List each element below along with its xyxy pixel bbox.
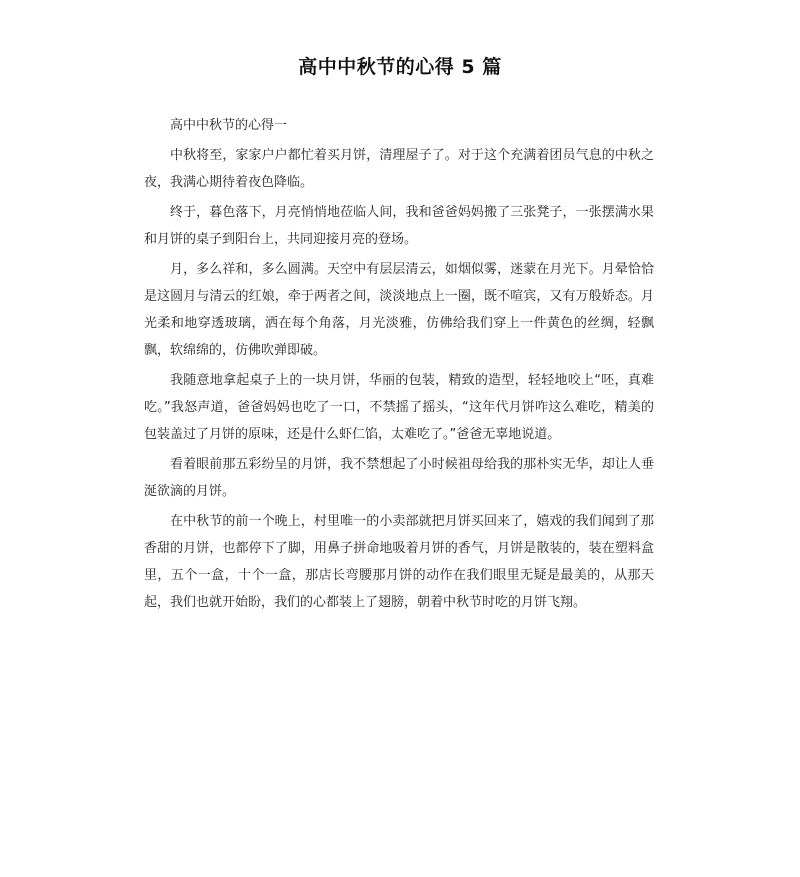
paragraph-4: 我随意地拿起桌子上的一块月饼，华丽的包装，精致的造型，轻轻地咬上“呸，真难吃。”我怒声道，爸爸妈妈也吃了一口，不禁摇了摇头，“这年代月饼咋这么难吃，精美的包装盖过了月饼的原味，还是什么虾仁馅，太难吃了。”爸爸无辜地说道。 bbox=[144, 373, 654, 442]
paragraph-3: 月，多么祥和，多么圆满。天空中有层层清云，如烟似雾，迷蒙在月光下。月晕恰恰是这圆月与清云的红娘，牵于两者之间，淡淡地点上一圈，既不喧宾，又有万般娇态。月光柔和地穿透玻璃，洒在每个角落，月光淡雅，仿佛给我们穿上一件黄色的丝绸，轻飘飘，软绵绵的，仿佛吹弹即破。 bbox=[144, 262, 654, 358]
document-body bbox=[144, 112, 654, 619]
document-title: 高中中秋节的心得 5 篇 bbox=[298, 56, 502, 78]
paragraph-5: 看着眼前那五彩纷呈的月饼，我不禁想起了小时候祖母给我的那朴实无华，却让人垂涎欲滴的月饼。 bbox=[144, 457, 654, 499]
paragraph-6: 在中秋节的前一个晚上，村里唯一的小卖部就把月饼买回来了，嬉戏的我们闻到了那香甜的月饼，也都停下了脚，用鼻子拼命地吸着月饼的香气，月饼是散装的，装在塑料盒里，五个一盒，十个一盒，那店长弯腰那月饼的动作在我们眼里无疑是最美的，从那天起，我们也就开始盼，我们的心都装上了翅膀，朝着中秋节时吃的月饼飞翔。 bbox=[144, 514, 654, 610]
paragraph-1: 中秋将至，家家户户都忙着买月饼，清理屋子了。对于这个充满着团员气息的中秋之夜，我满心期待着夜色降临。 bbox=[144, 148, 654, 190]
section-subheading: 高中中秋节的心得一 bbox=[170, 118, 288, 133]
paragraph-2: 终于，暮色落下，月亮悄悄地莅临人间，我和爸爸妈妈搬了三张凳子，一张摆满水果和月饼的桌子到阳台上，共同迎接月亮的登场。 bbox=[144, 205, 654, 247]
